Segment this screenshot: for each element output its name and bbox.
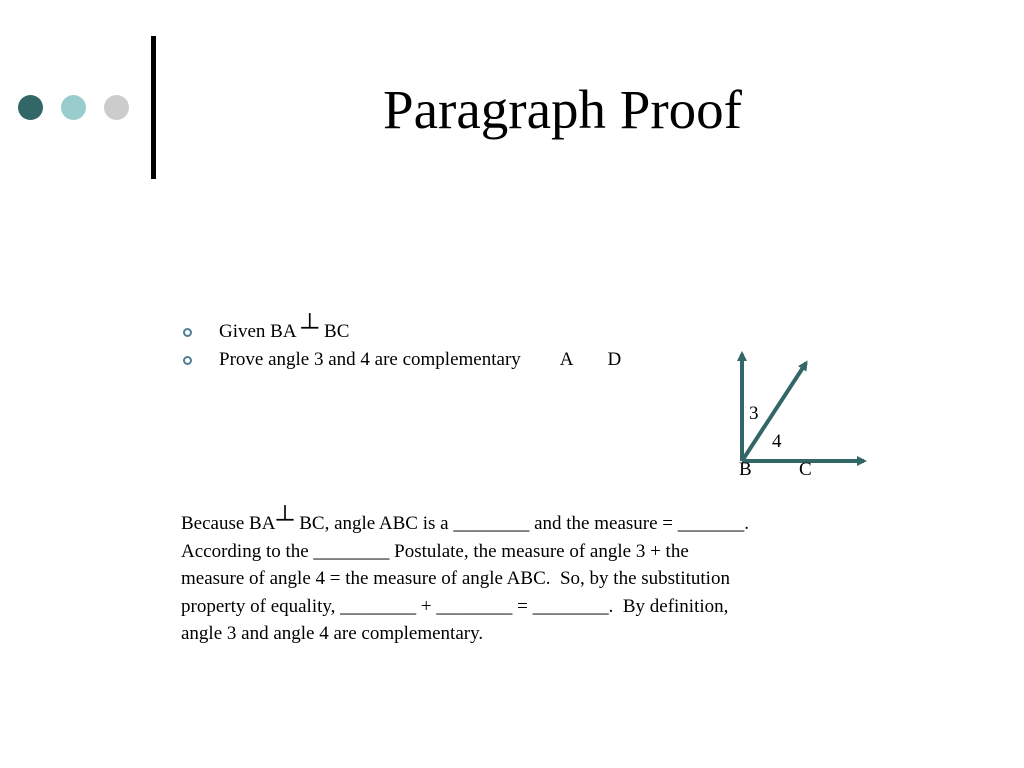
point-label-a: A <box>559 349 574 370</box>
proof-line-3: measure of angle 4 = the measure of angle ABC. So, by the substitution <box>181 568 730 589</box>
angle-label-3: 3 <box>749 403 759 424</box>
proof-line-2: According to the ________ Postulate, the measure of angle 3 + the <box>181 540 689 562</box>
proof-line-1-end: BC, angle ABC is a ________ and the measure = _______. <box>294 513 749 534</box>
proof-line-1-start: Because BA <box>181 513 276 534</box>
point-label-d: D <box>607 349 622 370</box>
point-label-c: C <box>799 459 812 480</box>
proof-paragraph <box>181 507 871 648</box>
perpendicular-symbol: ┴ <box>276 507 294 533</box>
proof-line-5: angle 3 and angle 4 are complementary. <box>181 623 484 644</box>
given-suffix: BC <box>324 321 350 342</box>
angle-label-4: 4 <box>772 431 782 452</box>
prove-text: Prove angle 3 and 4 are complementary <box>219 349 521 370</box>
perpendicular-symbol: ┴ <box>301 315 319 341</box>
point-label-b: B <box>739 459 752 480</box>
proof-line-1 <box>181 507 871 538</box>
given-prefix: Given BA <box>219 321 296 342</box>
slide-title: Paragraph Proof <box>383 79 742 140</box>
proof-line-4: property of equality, ________ + ________ = ________. By definition, <box>181 595 729 617</box>
